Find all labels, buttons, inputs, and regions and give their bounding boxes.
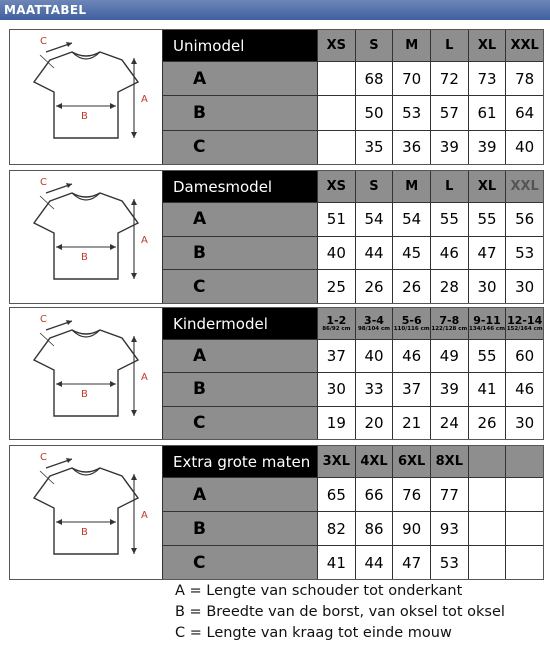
page-header: MAATTABEL [0, 0, 550, 20]
table-cell: 26 [355, 269, 393, 303]
row-label: A [162, 61, 317, 95]
table-cell: 39 [430, 372, 468, 405]
diagram [10, 446, 162, 579]
size-range: 5-6 [401, 313, 422, 327]
size-table-2 [9, 307, 544, 440]
row-label: A [162, 202, 317, 236]
size-header: S [355, 30, 393, 61]
table-cell [317, 130, 355, 164]
table-cell [468, 545, 506, 579]
size-header [505, 308, 543, 339]
legend-line-b: B = Breedte van de borst, van oksel tot oksel [175, 604, 505, 620]
table-cell: 21 [392, 406, 430, 439]
diagram [10, 308, 162, 439]
size-header [317, 308, 355, 339]
table-cell: 57 [430, 95, 468, 129]
table-title: Kindermodel [162, 308, 317, 339]
size-header: 6XL [392, 446, 430, 477]
table-cell: 26 [392, 269, 430, 303]
size-header: XL [468, 30, 506, 61]
size-header: M [392, 30, 430, 61]
size-header [430, 308, 468, 339]
table-cell: 53 [392, 95, 430, 129]
size-table-0 [9, 29, 544, 165]
label-a: A [141, 94, 148, 105]
table-cell: 47 [392, 545, 430, 579]
table-cell: 39 [430, 130, 468, 164]
label-c: C [40, 177, 47, 188]
size-range: 7-8 [439, 313, 460, 327]
row-label: B [162, 236, 317, 270]
legend [175, 583, 505, 646]
row-label: B [162, 372, 317, 405]
table-cell: 65 [317, 477, 355, 511]
diagram [10, 30, 162, 164]
table-cell: 41 [317, 545, 355, 579]
row-label: C [162, 406, 317, 439]
table-cell: 37 [392, 372, 430, 405]
table-cell: 40 [355, 339, 393, 372]
size-header: XS [317, 171, 355, 202]
table-cell: 26 [468, 406, 506, 439]
table-cell: 44 [355, 545, 393, 579]
size-header [505, 446, 543, 477]
size-header: XXL [505, 30, 543, 61]
table-cell: 53 [505, 236, 543, 270]
size-range: 3-4 [364, 313, 384, 327]
legend-line-a: A = Lengte van schouder tot onderkant [175, 583, 463, 599]
size-header: L [430, 30, 468, 61]
label-c: C [40, 452, 47, 463]
size-header: XS [317, 30, 355, 61]
table-cell: 55 [430, 202, 468, 236]
table-cell: 45 [392, 236, 430, 270]
table-cell: 46 [505, 372, 543, 405]
table-title: Extra grote maten [162, 446, 317, 477]
table-cell: 54 [392, 202, 430, 236]
size-header: 8XL [430, 446, 468, 477]
table-cell: 20 [355, 406, 393, 439]
label-b: B [81, 527, 88, 538]
table-cell [468, 477, 506, 511]
size-height-cm: 152/164 cm [506, 325, 543, 332]
table-cell: 37 [317, 339, 355, 372]
table-cell: 86 [355, 511, 393, 545]
size-header [392, 308, 430, 339]
table-cell: 24 [430, 406, 468, 439]
size-grid [162, 30, 543, 164]
table-title: Unimodel [162, 30, 317, 61]
label-a: A [141, 510, 148, 521]
table-cell: 25 [317, 269, 355, 303]
row-label: A [162, 339, 317, 372]
size-height-cm: 86/92 cm [322, 325, 351, 332]
size-header: 4XL [355, 446, 393, 477]
size-table-1 [9, 170, 544, 304]
size-grid [162, 446, 543, 579]
label-b: B [81, 111, 88, 122]
table-cell: 39 [468, 130, 506, 164]
size-height-cm: 98/104 cm [357, 325, 391, 332]
tshirt-diagram-icon [10, 171, 162, 305]
label-a: A [141, 235, 148, 246]
table-cell: 77 [430, 477, 468, 511]
table-cell: 68 [355, 61, 393, 95]
table-cell: 30 [505, 269, 543, 303]
table-cell: 54 [355, 202, 393, 236]
size-table-3 [9, 445, 544, 580]
size-range: 9-11 [473, 313, 501, 327]
tshirt-diagram-icon [10, 308, 162, 442]
table-cell [505, 477, 543, 511]
table-cell: 47 [468, 236, 506, 270]
label-c: C [40, 36, 47, 47]
size-header [468, 308, 506, 339]
table-cell: 64 [505, 95, 543, 129]
table-cell: 70 [392, 61, 430, 95]
size-range: 12-14 [507, 313, 543, 327]
table-cell: 50 [355, 95, 393, 129]
table-cell: 49 [430, 339, 468, 372]
tshirt-diagram-icon [10, 446, 162, 580]
table-cell [317, 61, 355, 95]
table-cell: 61 [468, 95, 506, 129]
table-cell: 40 [505, 130, 543, 164]
size-header [355, 308, 393, 339]
label-b: B [81, 252, 88, 263]
table-cell [505, 545, 543, 579]
label-c: C [40, 314, 47, 325]
table-cell: 73 [468, 61, 506, 95]
table-cell [505, 511, 543, 545]
table-cell: 30 [317, 372, 355, 405]
size-header: XXL [505, 171, 543, 202]
table-cell [468, 511, 506, 545]
size-height-cm: 122/128 cm [431, 325, 468, 332]
table-cell: 40 [317, 236, 355, 270]
size-height-cm: 110/116 cm [393, 325, 430, 332]
table-cell: 36 [392, 130, 430, 164]
table-cell: 51 [317, 202, 355, 236]
table-cell: 46 [392, 339, 430, 372]
table-cell: 35 [355, 130, 393, 164]
table-cell: 93 [430, 511, 468, 545]
table-cell: 55 [468, 202, 506, 236]
table-cell: 76 [392, 477, 430, 511]
table-cell: 44 [355, 236, 393, 270]
table-cell: 72 [430, 61, 468, 95]
table-cell: 56 [505, 202, 543, 236]
size-grid [162, 171, 543, 303]
label-a: A [141, 372, 148, 383]
table-cell: 60 [505, 339, 543, 372]
table-title: Damesmodel [162, 171, 317, 202]
table-cell: 78 [505, 61, 543, 95]
table-cell: 28 [430, 269, 468, 303]
table-cell: 82 [317, 511, 355, 545]
row-label: B [162, 95, 317, 129]
diagram [10, 171, 162, 303]
table-cell [317, 95, 355, 129]
label-b: B [81, 389, 88, 400]
tshirt-diagram-icon [10, 30, 162, 164]
table-cell: 19 [317, 406, 355, 439]
row-label: B [162, 511, 317, 545]
size-header: S [355, 171, 393, 202]
size-height-cm: 134/146 cm [469, 325, 505, 332]
table-cell: 55 [468, 339, 506, 372]
size-range: 1-2 [326, 313, 347, 327]
table-cell: 30 [505, 406, 543, 439]
table-cell: 30 [468, 269, 506, 303]
size-header: XL [468, 171, 506, 202]
table-cell: 53 [430, 545, 468, 579]
table-cell: 41 [468, 372, 506, 405]
table-cell: 33 [355, 372, 393, 405]
row-label: C [162, 130, 317, 164]
table-cell: 90 [392, 511, 430, 545]
table-cell: 66 [355, 477, 393, 511]
row-label: C [162, 545, 317, 579]
row-label: C [162, 269, 317, 303]
size-header: M [392, 171, 430, 202]
size-header: L [430, 171, 468, 202]
size-header [468, 446, 506, 477]
size-header: 3XL [317, 446, 355, 477]
row-label: A [162, 477, 317, 511]
size-grid [162, 308, 543, 439]
legend-line-c: C = Lengte van kraag tot einde mouw [175, 625, 452, 641]
table-cell: 46 [430, 236, 468, 270]
